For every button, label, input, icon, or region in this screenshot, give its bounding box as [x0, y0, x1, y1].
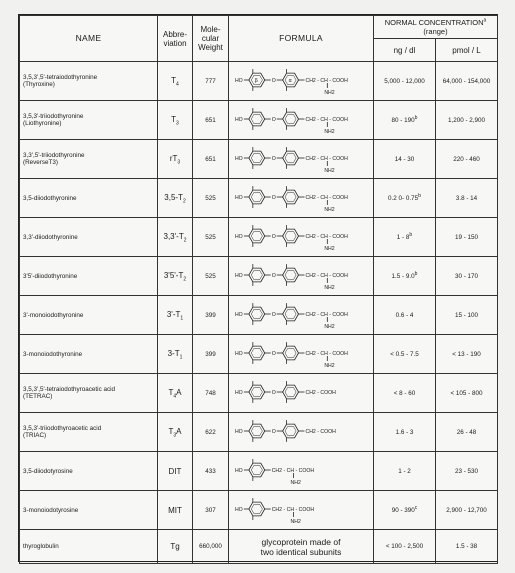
compound-name: 3,5,3'-triiodothyronine (Liothyronine): [20, 101, 158, 140]
structural-formula: [229, 374, 373, 412]
hydroxyl-label: HO: [234, 311, 243, 318]
compound-name: 3,5-diiodotyrosine: [20, 452, 158, 491]
acetic-chain-label: CH2 - COOH: [305, 428, 336, 435]
formula-cell: [229, 101, 374, 140]
inner-ring-inner: [285, 114, 296, 124]
abbreviation: $T_4$: [158, 62, 193, 101]
header-normal-concentration: NORMAL CONCENTRATION$^a$ (range): [374, 16, 498, 39]
molecular-weight: 399: [193, 296, 229, 335]
concentration-ng-dl: < 8 - 60: [374, 374, 436, 413]
molecular-weight: 622: [193, 413, 229, 452]
phenol-ring-inner: [251, 348, 262, 358]
ether-oxygen-label: O: [271, 116, 276, 123]
compound-name: 3,5,3',5'-tetraiodothyronine (Thyroxine): [20, 62, 158, 101]
molecular-weight: 748: [193, 374, 229, 413]
concentration-pmol-l: 220 - 460: [436, 140, 498, 179]
formula-cell: [229, 335, 374, 374]
concentration-pmol-l: 64,000 - 154,000: [436, 62, 498, 101]
concentration-ng-dl: 1.5 - 9.0$^b$: [374, 257, 436, 296]
hydroxyl-label: HO: [234, 116, 243, 123]
structural-formula: [229, 413, 373, 451]
hydroxyl-label: HO: [234, 506, 243, 513]
table-row: [20, 140, 498, 179]
molecular-weight: 307: [193, 491, 229, 530]
inner-ring-inner: [285, 270, 296, 280]
compound-name: 3-monoiodothyronine: [20, 335, 158, 374]
side-chain-label: CH2 - CH - COOH: [305, 194, 348, 201]
amino-label: NH2: [324, 245, 335, 252]
concentration-pmol-l: 1.5 - 38: [436, 530, 498, 564]
abbreviation: MIT: [158, 491, 193, 530]
concentration-ng-dl: 5,000 - 12,000: [374, 62, 436, 101]
concentration-pmol-l: 1,200 - 2,900: [436, 101, 498, 140]
structural-formula: [229, 296, 373, 334]
table-row: [20, 374, 498, 413]
hydroxyl-label: HO: [234, 272, 243, 279]
table-row: [20, 413, 498, 452]
concentration-pmol-l: < 13 - 190: [436, 335, 498, 374]
formula-cell: [229, 257, 374, 296]
ether-oxygen-label: O: [271, 428, 276, 435]
formula-cell: [229, 452, 374, 491]
molecular-weight: 777: [193, 62, 229, 101]
acetic-chain-label: CH2 - COOH: [305, 389, 336, 396]
inner-ring-inner: [285, 153, 296, 163]
table-body: [20, 62, 498, 564]
abbreviation: $rT_3$: [158, 140, 193, 179]
structural-formula: [229, 218, 373, 256]
glycoprotein-description: glycoprotein made of two identical subunits: [260, 536, 342, 557]
amino-label: NH2: [290, 518, 301, 525]
compound-name: 3,3'-diiodothyronine: [20, 218, 158, 257]
concentration-ng-dl: 1 - 2: [374, 452, 436, 491]
formula-cell: [229, 413, 374, 452]
compound-name: 3-monoiodotyrosine: [20, 491, 158, 530]
molecular-weight: 525: [193, 218, 229, 257]
abbreviation: Tg: [158, 530, 193, 564]
molecular-weight: 651: [193, 140, 229, 179]
table-row: [20, 218, 498, 257]
side-chain-label: CH2 - CH - COOH: [271, 467, 315, 474]
compound-name: 3,3',5'-triiodothyronine (ReverseT3): [20, 140, 158, 179]
inner-ring-inner: [285, 348, 296, 358]
amino-label: NH2: [324, 206, 335, 213]
abbreviation: $3'-T_1$: [158, 296, 193, 335]
concentration-pmol-l: 2,900 - 12,700: [436, 491, 498, 530]
concentration-pmol-l: 23 - 530: [436, 452, 498, 491]
phenol-ring-inner: [251, 309, 262, 319]
concentration-pmol-l: 19 - 150: [436, 218, 498, 257]
phenol-ring-inner: [251, 504, 262, 514]
phenol-ring-inner: [251, 270, 262, 280]
ether-oxygen-label: O: [271, 77, 276, 84]
header-molecular-weight: Mole- cular Weight: [193, 16, 229, 62]
side-chain-label: CH2 - CH - COOH: [305, 311, 348, 318]
concentration-ng-dl: < 0.5 - 7.5: [374, 335, 436, 374]
phenol-ring-inner: [251, 231, 262, 241]
ether-oxygen-label: O: [271, 194, 276, 201]
concentration-ng-dl: 0.6 - 4: [374, 296, 436, 335]
formula-cell: [229, 140, 374, 179]
concentration-ng-dl: 80 - 190$^b$: [374, 101, 436, 140]
formula-cell: [229, 374, 374, 413]
inner-ring-inner: [285, 192, 296, 202]
compound-name: 3,5-diiodothyronine: [20, 179, 158, 218]
inner-ring-inner: [285, 387, 296, 397]
compound-name: 3'-monoiodothyronine: [20, 296, 158, 335]
structural-formula: [229, 62, 373, 100]
hydroxyl-label: HO: [234, 233, 243, 240]
structural-formula: [229, 179, 373, 217]
structural-formula: [229, 101, 373, 139]
table-row: [20, 530, 498, 564]
ether-oxygen-label: O: [271, 155, 276, 162]
hydroxyl-label: HO: [234, 467, 243, 474]
amino-label: NH2: [324, 167, 335, 174]
header-abbreviation: Abbre- viation: [158, 16, 193, 62]
structural-formula: [229, 257, 373, 295]
hydroxyl-label: HO: [234, 77, 243, 84]
concentration-pmol-l: 30 - 170: [436, 257, 498, 296]
concentration-pmol-l: 15 - 100: [436, 296, 498, 335]
compound-name: 3,5,3',5'-tetraiodothyroacetic acid (TETRAC): [20, 374, 158, 413]
hydroxyl-label: HO: [234, 155, 243, 162]
phenol-ring-inner: [251, 114, 262, 124]
inner-ring-inner: [285, 231, 296, 241]
structural-formula: [229, 140, 373, 178]
table-row: [20, 296, 498, 335]
amino-label: NH2: [324, 128, 335, 135]
formula-cell: [229, 491, 374, 530]
ether-oxygen-label: O: [271, 350, 276, 357]
structural-formula: [229, 452, 373, 490]
concentration-ng-dl: 1 - 8$^b$: [374, 218, 436, 257]
hydroxyl-label: HO: [234, 350, 243, 357]
inner-ring-inner: [285, 309, 296, 319]
structural-formula: [229, 491, 373, 529]
phenol-ring-inner: [251, 192, 262, 202]
side-chain-label: CH2 - CH - COOH: [305, 233, 348, 240]
table-row: [20, 491, 498, 530]
hydroxyl-label: HO: [234, 389, 243, 396]
amino-label: NH2: [324, 89, 335, 96]
phenol-ring-inner: [251, 426, 262, 436]
concentration-pmol-l: 26 - 48: [436, 413, 498, 452]
concentration-ng-dl: 1.6 - 3: [374, 413, 436, 452]
structural-formula: [229, 335, 373, 373]
concentration-ng-dl: 14 - 30: [374, 140, 436, 179]
side-chain-label: CH2 - CH - COOH: [305, 155, 348, 162]
amino-label: NH2: [324, 362, 335, 369]
inner-ring-inner: [285, 426, 296, 436]
compound-name: thyroglobulin: [20, 530, 158, 564]
compound-name: 3,5,3'-triiodothyroacetic acid (TRIAC): [20, 413, 158, 452]
formula-cell: [229, 218, 374, 257]
side-chain-label: CH2 - CH - COOH: [305, 350, 348, 357]
concentration-ng-dl: 90 - 390$^c$: [374, 491, 436, 530]
table-row: [20, 101, 498, 140]
concentration-pmol-l: 3.8 - 14: [436, 179, 498, 218]
concentration-ng-dl: 0.2 0- 0.75$^b$: [374, 179, 436, 218]
ether-oxygen-label: O: [271, 389, 276, 396]
ether-oxygen-label: O: [271, 233, 276, 240]
abbreviation: DIT: [158, 452, 193, 491]
thyroid-hormone-table: [19, 15, 498, 564]
ether-oxygen-label: O: [271, 272, 276, 279]
ether-oxygen-label: O: [271, 311, 276, 318]
table-row: [20, 452, 498, 491]
abbreviation: $3-T_1$: [158, 335, 193, 374]
phenol-ring-inner: [251, 387, 262, 397]
table-row: [20, 179, 498, 218]
header-formula: FORMULA: [229, 16, 374, 62]
molecular-weight: 433: [193, 452, 229, 491]
beta-ring-label: β: [254, 77, 258, 84]
hormone-table-sheet: [18, 14, 498, 562]
molecular-weight: 399: [193, 335, 229, 374]
hydroxyl-label: HO: [234, 194, 243, 201]
abbreviation: $3'5'-T_2$: [158, 257, 193, 296]
molecular-weight: 525: [193, 179, 229, 218]
header-name: NAME: [20, 16, 158, 62]
molecular-weight: 660,000: [193, 530, 229, 564]
phenol-ring-inner: [251, 465, 262, 475]
formula-cell: [229, 179, 374, 218]
concentration-ng-dl: < 100 - 2,500: [374, 530, 436, 564]
hydroxyl-label: HO: [234, 428, 243, 435]
concentration-pmol-l: < 105 - 800: [436, 374, 498, 413]
alpha-ring-label: α: [288, 77, 292, 84]
formula-cell: [229, 62, 374, 101]
molecular-weight: 651: [193, 101, 229, 140]
header-ng-dl: ng / dl: [374, 39, 436, 62]
abbreviation: $3,5-T_2$: [158, 179, 193, 218]
side-chain-label: CH2 - CH - COOH: [271, 506, 315, 513]
phenol-ring-inner: [251, 153, 262, 163]
amino-label: NH2: [290, 479, 301, 486]
table-row: [20, 62, 498, 101]
amino-label: NH2: [324, 323, 335, 330]
abbreviation: $3,3'-T_2$: [158, 218, 193, 257]
formula-cell: [229, 296, 374, 335]
abbreviation: $T_4A$: [158, 374, 193, 413]
formula-cell: [229, 530, 374, 564]
table-row: [20, 335, 498, 374]
table-row: [20, 257, 498, 296]
abbreviation: $T_3$: [158, 101, 193, 140]
compound-name: 3'5'-diiodothyronine: [20, 257, 158, 296]
side-chain-label: CH2 - CH - COOH: [305, 116, 348, 123]
header-pmol-l: pmol / L: [436, 39, 498, 62]
molecular-weight: 525: [193, 257, 229, 296]
abbreviation: $T_3A$: [158, 413, 193, 452]
side-chain-label: CH2 - CH - COOH: [305, 77, 348, 84]
amino-label: NH2: [324, 284, 335, 291]
side-chain-label: CH2 - CH - COOH: [305, 272, 348, 279]
